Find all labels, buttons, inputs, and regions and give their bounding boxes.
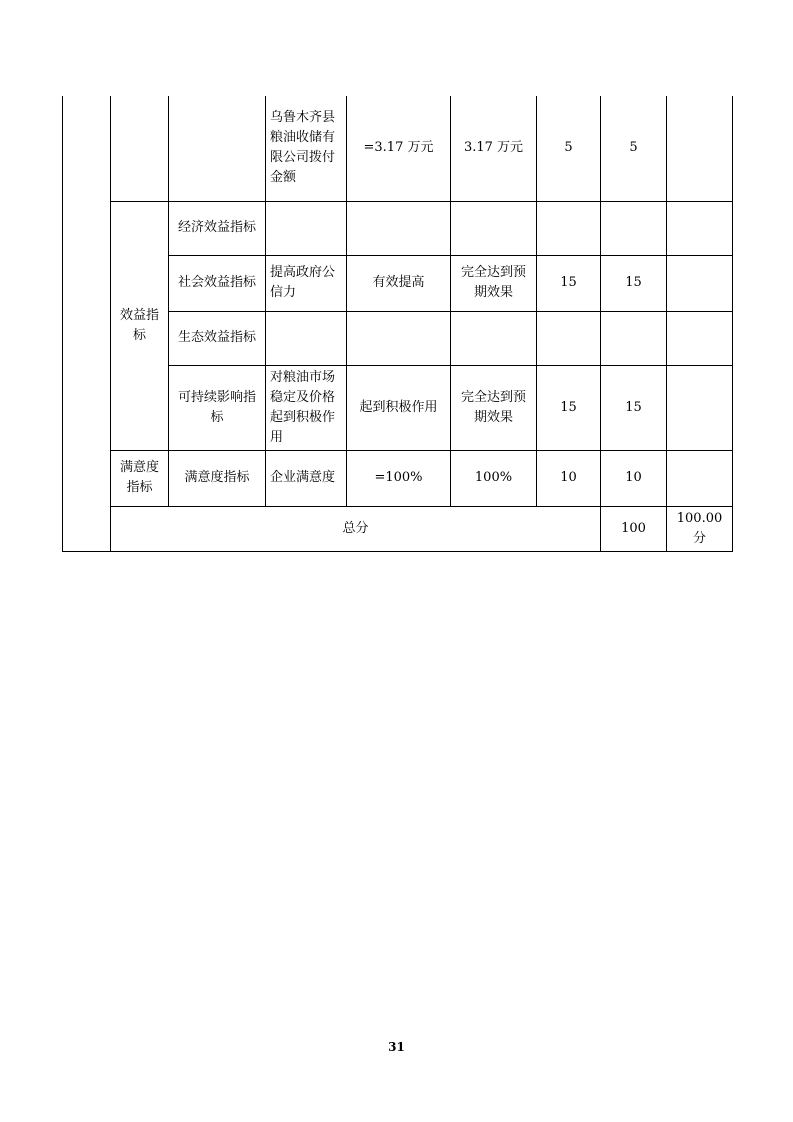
secondary-indicator-cell: 满意度指标 <box>169 450 266 506</box>
secondary-indicator-cell: 经济效益指标 <box>169 201 266 255</box>
total-weight-cell: 100 <box>601 506 667 551</box>
weight-cell <box>537 201 601 255</box>
note-cell <box>667 96 733 201</box>
satisfaction-indicator-label: 满意度指标 <box>111 450 169 506</box>
secondary-indicator-cell: 可持续影响指标 <box>169 365 266 450</box>
weight-cell <box>537 311 601 365</box>
table-row <box>63 201 733 255</box>
note-cell <box>667 255 733 311</box>
weight-cell: 5 <box>537 96 601 201</box>
target-value-cell: 起到积极作用 <box>347 365 451 450</box>
indicator-name-cell: 乌鲁木齐县粮油收储有限公司拨付金额 <box>266 96 347 201</box>
note-cell <box>667 365 733 450</box>
score-cell: 10 <box>601 450 667 506</box>
score-cell <box>601 311 667 365</box>
primary-indicator-cell <box>63 96 111 551</box>
score-cell <box>601 201 667 255</box>
indicator-name-cell <box>266 201 347 255</box>
weight-cell: 15 <box>537 255 601 311</box>
note-cell <box>667 201 733 255</box>
secondary-indicator-cell: 生态效益指标 <box>169 311 266 365</box>
page-number: 31 <box>388 1040 405 1054</box>
indicator-name-cell: 企业满意度 <box>266 450 347 506</box>
actual-value-cell: 完全达到预期效果 <box>451 365 537 450</box>
note-cell <box>667 311 733 365</box>
target-value-cell: 有效提高 <box>347 255 451 311</box>
table-row <box>63 96 733 201</box>
target-value-cell: =3.17 万元 <box>347 96 451 201</box>
indicator-name-cell: 提高政府公信力 <box>266 255 347 311</box>
weight-cell: 10 <box>537 450 601 506</box>
total-row <box>63 506 733 551</box>
actual-value-cell <box>451 201 537 255</box>
benefit-indicator-label: 效益指标 <box>111 201 169 450</box>
score-cell: 15 <box>601 255 667 311</box>
target-value-cell <box>347 311 451 365</box>
secondary-indicator-cell: 社会效益指标 <box>169 255 266 311</box>
indicator-name-cell <box>266 311 347 365</box>
note-cell <box>667 450 733 506</box>
table-row <box>63 450 733 506</box>
indicator-name-cell: 对粮油市场稳定及价格起到积极作用 <box>266 365 347 450</box>
total-score-cell: 100.00分 <box>667 506 733 551</box>
secondary-indicator-cell <box>111 96 169 201</box>
actual-value-cell: 完全达到预期效果 <box>451 255 537 311</box>
score-cell: 5 <box>601 96 667 201</box>
target-value-cell <box>347 201 451 255</box>
actual-value-cell: 3.17 万元 <box>451 96 537 201</box>
performance-evaluation-table <box>62 96 733 552</box>
tertiary-indicator-cell <box>169 96 266 201</box>
actual-value-cell: 100% <box>451 450 537 506</box>
actual-value-cell <box>451 311 537 365</box>
score-cell: 15 <box>601 365 667 450</box>
target-value-cell: =100% <box>347 450 451 506</box>
weight-cell: 15 <box>537 365 601 450</box>
total-label: 总分 <box>111 506 601 551</box>
